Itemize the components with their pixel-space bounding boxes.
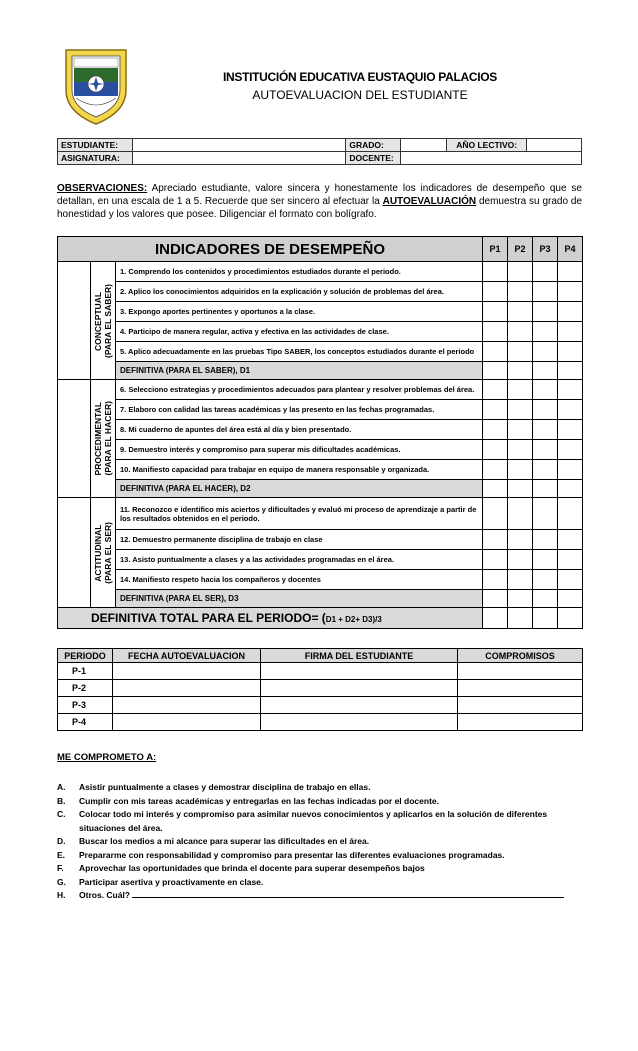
score-cell[interactable]: [483, 498, 508, 530]
period-label: P-2: [58, 680, 113, 697]
score-cell[interactable]: [483, 570, 508, 590]
section-label-procedimental: [91, 380, 116, 498]
commitments-field[interactable]: [458, 663, 583, 680]
indicator-item: 12. Demuestro permanente disciplina de trabajo en clase: [116, 530, 483, 550]
score-cell[interactable]: [558, 322, 583, 342]
section-label-conceptual: [91, 262, 116, 380]
score-cell[interactable]: [483, 608, 508, 629]
score-cell[interactable]: [558, 262, 583, 282]
period-row: [58, 663, 583, 680]
score-cell[interactable]: [558, 302, 583, 322]
commitment-text: Colocar todo mi interés y compromiso para asimilar nuevos conocimientos y aplicarlos en la solución de diferentes situaciones del área.: [79, 809, 548, 833]
score-cell[interactable]: [533, 608, 558, 629]
commitment-key: C.: [57, 809, 66, 819]
section-margin: [58, 380, 91, 498]
score-cell[interactable]: [483, 302, 508, 322]
score-cell[interactable]: [508, 480, 533, 498]
commitment-item: [57, 835, 583, 849]
section-name: PROCEDIMENTAL: [93, 401, 103, 476]
other-commitment-field[interactable]: [132, 889, 564, 898]
indicator-item: 8. Mi cuaderno de apuntes del área está al día y bien presentado.: [116, 420, 483, 440]
score-cell[interactable]: [558, 440, 583, 460]
periods-col-period: PERIODO: [58, 649, 113, 663]
score-cell[interactable]: [483, 440, 508, 460]
periods-col-date: FECHA AUTOEVALUACION: [113, 649, 261, 663]
score-cell[interactable]: [558, 590, 583, 608]
period-label: P-3: [58, 697, 113, 714]
score-cell[interactable]: [533, 420, 558, 440]
commitment-item: [57, 849, 583, 863]
student-field[interactable]: [132, 139, 345, 152]
score-cell[interactable]: [508, 400, 533, 420]
signature-field[interactable]: [261, 697, 458, 714]
score-cell[interactable]: [483, 420, 508, 440]
total-definitive: [58, 608, 483, 629]
score-cell[interactable]: [533, 460, 558, 480]
score-cell[interactable]: [483, 322, 508, 342]
grade-field[interactable]: [401, 139, 447, 152]
score-cell[interactable]: [558, 550, 583, 570]
commitment-key: G.: [57, 876, 66, 887]
score-cell[interactable]: [508, 590, 533, 608]
indicator-item: 6. Selecciono estrategias y procedimientos adecuados para plantear y resolver problemas del área.: [116, 380, 483, 400]
section-definitive: DEFINITIVA (PARA EL SER), D3: [116, 590, 483, 608]
score-cell[interactable]: [508, 282, 533, 302]
commitment-key: A.: [57, 782, 66, 792]
score-cell[interactable]: [508, 380, 533, 400]
commitment-item: [57, 781, 583, 795]
score-cell[interactable]: [533, 302, 558, 322]
score-cell[interactable]: [483, 342, 508, 362]
commitments-field[interactable]: [458, 714, 583, 731]
score-cell[interactable]: [508, 302, 533, 322]
commitment-item: [57, 795, 583, 809]
commitment-item-other: [57, 889, 583, 903]
section-margin: [58, 498, 91, 608]
date-field[interactable]: [113, 714, 261, 731]
commitments-field[interactable]: [458, 697, 583, 714]
subject-label: ASIGNATURA:: [58, 152, 133, 165]
periods-col-signature: FIRMA DEL ESTUDIANTE: [261, 649, 458, 663]
score-cell[interactable]: [558, 608, 583, 629]
year-label: AÑO LECTIVO:: [447, 139, 527, 152]
score-cell[interactable]: [508, 440, 533, 460]
score-cell[interactable]: [508, 570, 533, 590]
commitment-text: Asistir puntualmente a clases y demostrar disciplina de trabajo en ellas.: [79, 782, 371, 792]
signature-field[interactable]: [261, 714, 458, 731]
form-title: AUTOEVALUACION DEL ESTUDIANTE: [252, 88, 468, 102]
period-header-p3: P3: [533, 237, 558, 262]
score-cell[interactable]: [533, 440, 558, 460]
score-cell[interactable]: [533, 530, 558, 550]
score-cell[interactable]: [483, 480, 508, 498]
institution-logo: [60, 46, 132, 126]
commitment-key: B.: [57, 795, 66, 806]
score-cell[interactable]: [508, 420, 533, 440]
period-label: P-1: [58, 663, 113, 680]
commitment-text: Participar asertiva y proactivamente en clase.: [79, 876, 264, 887]
commitment-item: [57, 876, 583, 890]
indicators-header: [58, 237, 483, 262]
indicator-item: 11. Reconozco e identifico mis aciertos y dificultades y evaluó mi proceso de aprendizaje a partir de los resultados obtenidos en el periodo.: [116, 498, 483, 530]
commitment-text: Cumplir con mis tareas académicas y entregarlas en las fechas indicadas por el docente.: [79, 795, 439, 806]
score-cell[interactable]: [558, 380, 583, 400]
periods-col-commitments: COMPROMISOS: [458, 649, 583, 663]
score-cell[interactable]: [558, 362, 583, 380]
commitment-item: [57, 862, 583, 876]
indicator-item: 4. Participo de manera regular, activa y efectiva en las actividades de clase.: [116, 322, 483, 342]
observations: [57, 182, 582, 221]
year-field[interactable]: [527, 139, 582, 152]
period-label: P-4: [58, 714, 113, 731]
score-cell[interactable]: [483, 362, 508, 380]
teacher-field[interactable]: [401, 152, 582, 165]
score-cell[interactable]: [508, 498, 533, 530]
institution-name: INSTITUCIÓN EDUCATIVA EUSTAQUIO PALACIOS: [222, 70, 497, 84]
indicator-item: 1. Comprendo los contenidos y procedimientos estudiados durante el periodo.: [116, 262, 483, 282]
student-info-table: [57, 138, 582, 165]
total-label: DEFINITIVA TOTAL PARA EL PERIODO= (: [91, 611, 326, 625]
commitment-key: D.: [57, 836, 66, 846]
score-cell[interactable]: [558, 460, 583, 480]
teacher-label: DOCENTE:: [346, 152, 401, 165]
observations-label: OBSERVACIONES:: [57, 183, 148, 194]
section-definitive: DEFINITIVA (PARA EL SABER), D1: [116, 362, 483, 380]
score-cell[interactable]: [558, 282, 583, 302]
section-definitive: DEFINITIVA (PARA EL HACER), D2: [116, 480, 483, 498]
score-cell[interactable]: [483, 550, 508, 570]
observations-text-1: Apreciado estudiante, valore sincera y honestamente los indicadores de desempeño que se detallan, en una escala de 1 a 5. Recuerde que ser sincero al efectuar la: [57, 183, 582, 207]
indicator-item: 14. Manifiesto respeto hacia los compañeros y docentes: [116, 570, 483, 590]
score-cell[interactable]: [483, 530, 508, 550]
commitment-text: Prepararme con responsabilidad y compromiso para presentar las diferentes evaluaciones programadas.: [79, 849, 505, 860]
score-cell[interactable]: [508, 608, 533, 629]
commitment-text: Aprovechar las oportunidades que brinda el docente para superar desempeños bajos: [79, 863, 425, 873]
periods-table: [57, 648, 583, 731]
section-subtitle: (PARA EL SER): [103, 521, 113, 584]
score-cell[interactable]: [508, 460, 533, 480]
score-cell[interactable]: [558, 498, 583, 530]
date-field[interactable]: [113, 697, 261, 714]
score-cell[interactable]: [533, 498, 558, 530]
indicators-title: INDICADORES DE DESEMPEÑO: [154, 240, 386, 258]
score-cell[interactable]: [508, 322, 533, 342]
indicator-item: 2. Aplico los conocimientos adquiridos en la explicación y solución de problemas del área.: [116, 282, 483, 302]
score-cell[interactable]: [508, 262, 533, 282]
score-cell[interactable]: [483, 460, 508, 480]
score-cell[interactable]: [483, 262, 508, 282]
section-margin: [58, 262, 91, 380]
date-field[interactable]: [113, 663, 261, 680]
score-cell[interactable]: [558, 480, 583, 498]
section-subtitle: (PARA EL HACER): [103, 401, 113, 476]
score-cell[interactable]: [533, 322, 558, 342]
score-cell[interactable]: [558, 570, 583, 590]
period-header-p4: P4: [558, 237, 583, 262]
subject-field[interactable]: [132, 152, 345, 165]
grade-label: GRADO:: [346, 139, 401, 152]
score-cell[interactable]: [483, 400, 508, 420]
indicator-item: 9. Demuestro interés y compromiso para superar mis dificultades académicas.: [116, 440, 483, 460]
observations-highlight: AUTOEVALUACIÓN: [382, 196, 477, 207]
commitment-other-label: Otros. Cuál?: [79, 890, 133, 900]
score-cell[interactable]: [533, 362, 558, 380]
signature-field[interactable]: [261, 663, 458, 680]
period-header-p2: P2: [508, 237, 533, 262]
score-cell[interactable]: [558, 342, 583, 362]
score-cell[interactable]: [508, 550, 533, 570]
commitment-item: [57, 808, 583, 835]
commitments-field[interactable]: [458, 680, 583, 697]
indicator-item: 10. Manifiesto capacidad para trabajar en equipo de manera responsable y organizada.: [116, 460, 483, 480]
score-cell[interactable]: [533, 282, 558, 302]
observations-text-2: demuestra su grado de honestidad y los valores que posee. Diligenciar el formato con bolígrafo.: [57, 196, 582, 220]
score-cell[interactable]: [558, 420, 583, 440]
period-row: [58, 680, 583, 697]
period-row: [58, 714, 583, 731]
commitment-key: E.: [57, 849, 66, 860]
score-cell[interactable]: [558, 530, 583, 550]
score-cell[interactable]: [533, 262, 558, 282]
score-cell[interactable]: [558, 400, 583, 420]
section-subtitle: (PARA EL SABER): [103, 283, 113, 358]
indicator-item: 5. Aplico adecuadamente en las pruebas Tipo SABER, los conceptos estudiados durante el periodo: [116, 342, 483, 362]
score-cell[interactable]: [533, 590, 558, 608]
student-label: ESTUDIANTE:: [58, 139, 133, 152]
commitment-text: Buscar los medios a mi alcance para superar las dificultades en el área.: [79, 836, 370, 846]
score-cell[interactable]: [533, 480, 558, 498]
score-cell[interactable]: [533, 550, 558, 570]
score-cell[interactable]: [508, 530, 533, 550]
section-name: CONCEPTUAL: [93, 290, 103, 351]
score-cell[interactable]: [483, 590, 508, 608]
commitments-list: [57, 781, 583, 903]
date-field[interactable]: [113, 680, 261, 697]
score-cell[interactable]: [483, 282, 508, 302]
commitment-key: H.: [57, 890, 66, 900]
commitments-title: ME COMPROMETO A:: [57, 752, 157, 763]
score-cell[interactable]: [508, 342, 533, 362]
signature-field[interactable]: [261, 680, 458, 697]
score-cell[interactable]: [533, 400, 558, 420]
indicator-item: 13. Asisto puntualmente a clases y a las actividades programadas en el área.: [116, 550, 483, 570]
score-cell[interactable]: [533, 342, 558, 362]
indicator-item: 3. Expongo aportes pertinentes y oportunos a la clase.: [116, 302, 483, 322]
score-cell[interactable]: [483, 380, 508, 400]
score-cell[interactable]: [533, 380, 558, 400]
period-header-p1: P1: [483, 237, 508, 262]
indicator-item: 7. Elaboro con calidad las tareas académicas y las presento en las fechas programadas.: [116, 400, 483, 420]
period-row: [58, 697, 583, 714]
section-name: ACTITUDINAL: [93, 523, 103, 582]
total-formula: D1 + D2+ D3)/3: [325, 615, 382, 624]
score-cell[interactable]: [508, 362, 533, 380]
indicators-table: [57, 236, 583, 629]
section-label-actitudinal: [91, 498, 116, 608]
score-cell[interactable]: [533, 570, 558, 590]
commitment-key: F.: [57, 863, 64, 873]
